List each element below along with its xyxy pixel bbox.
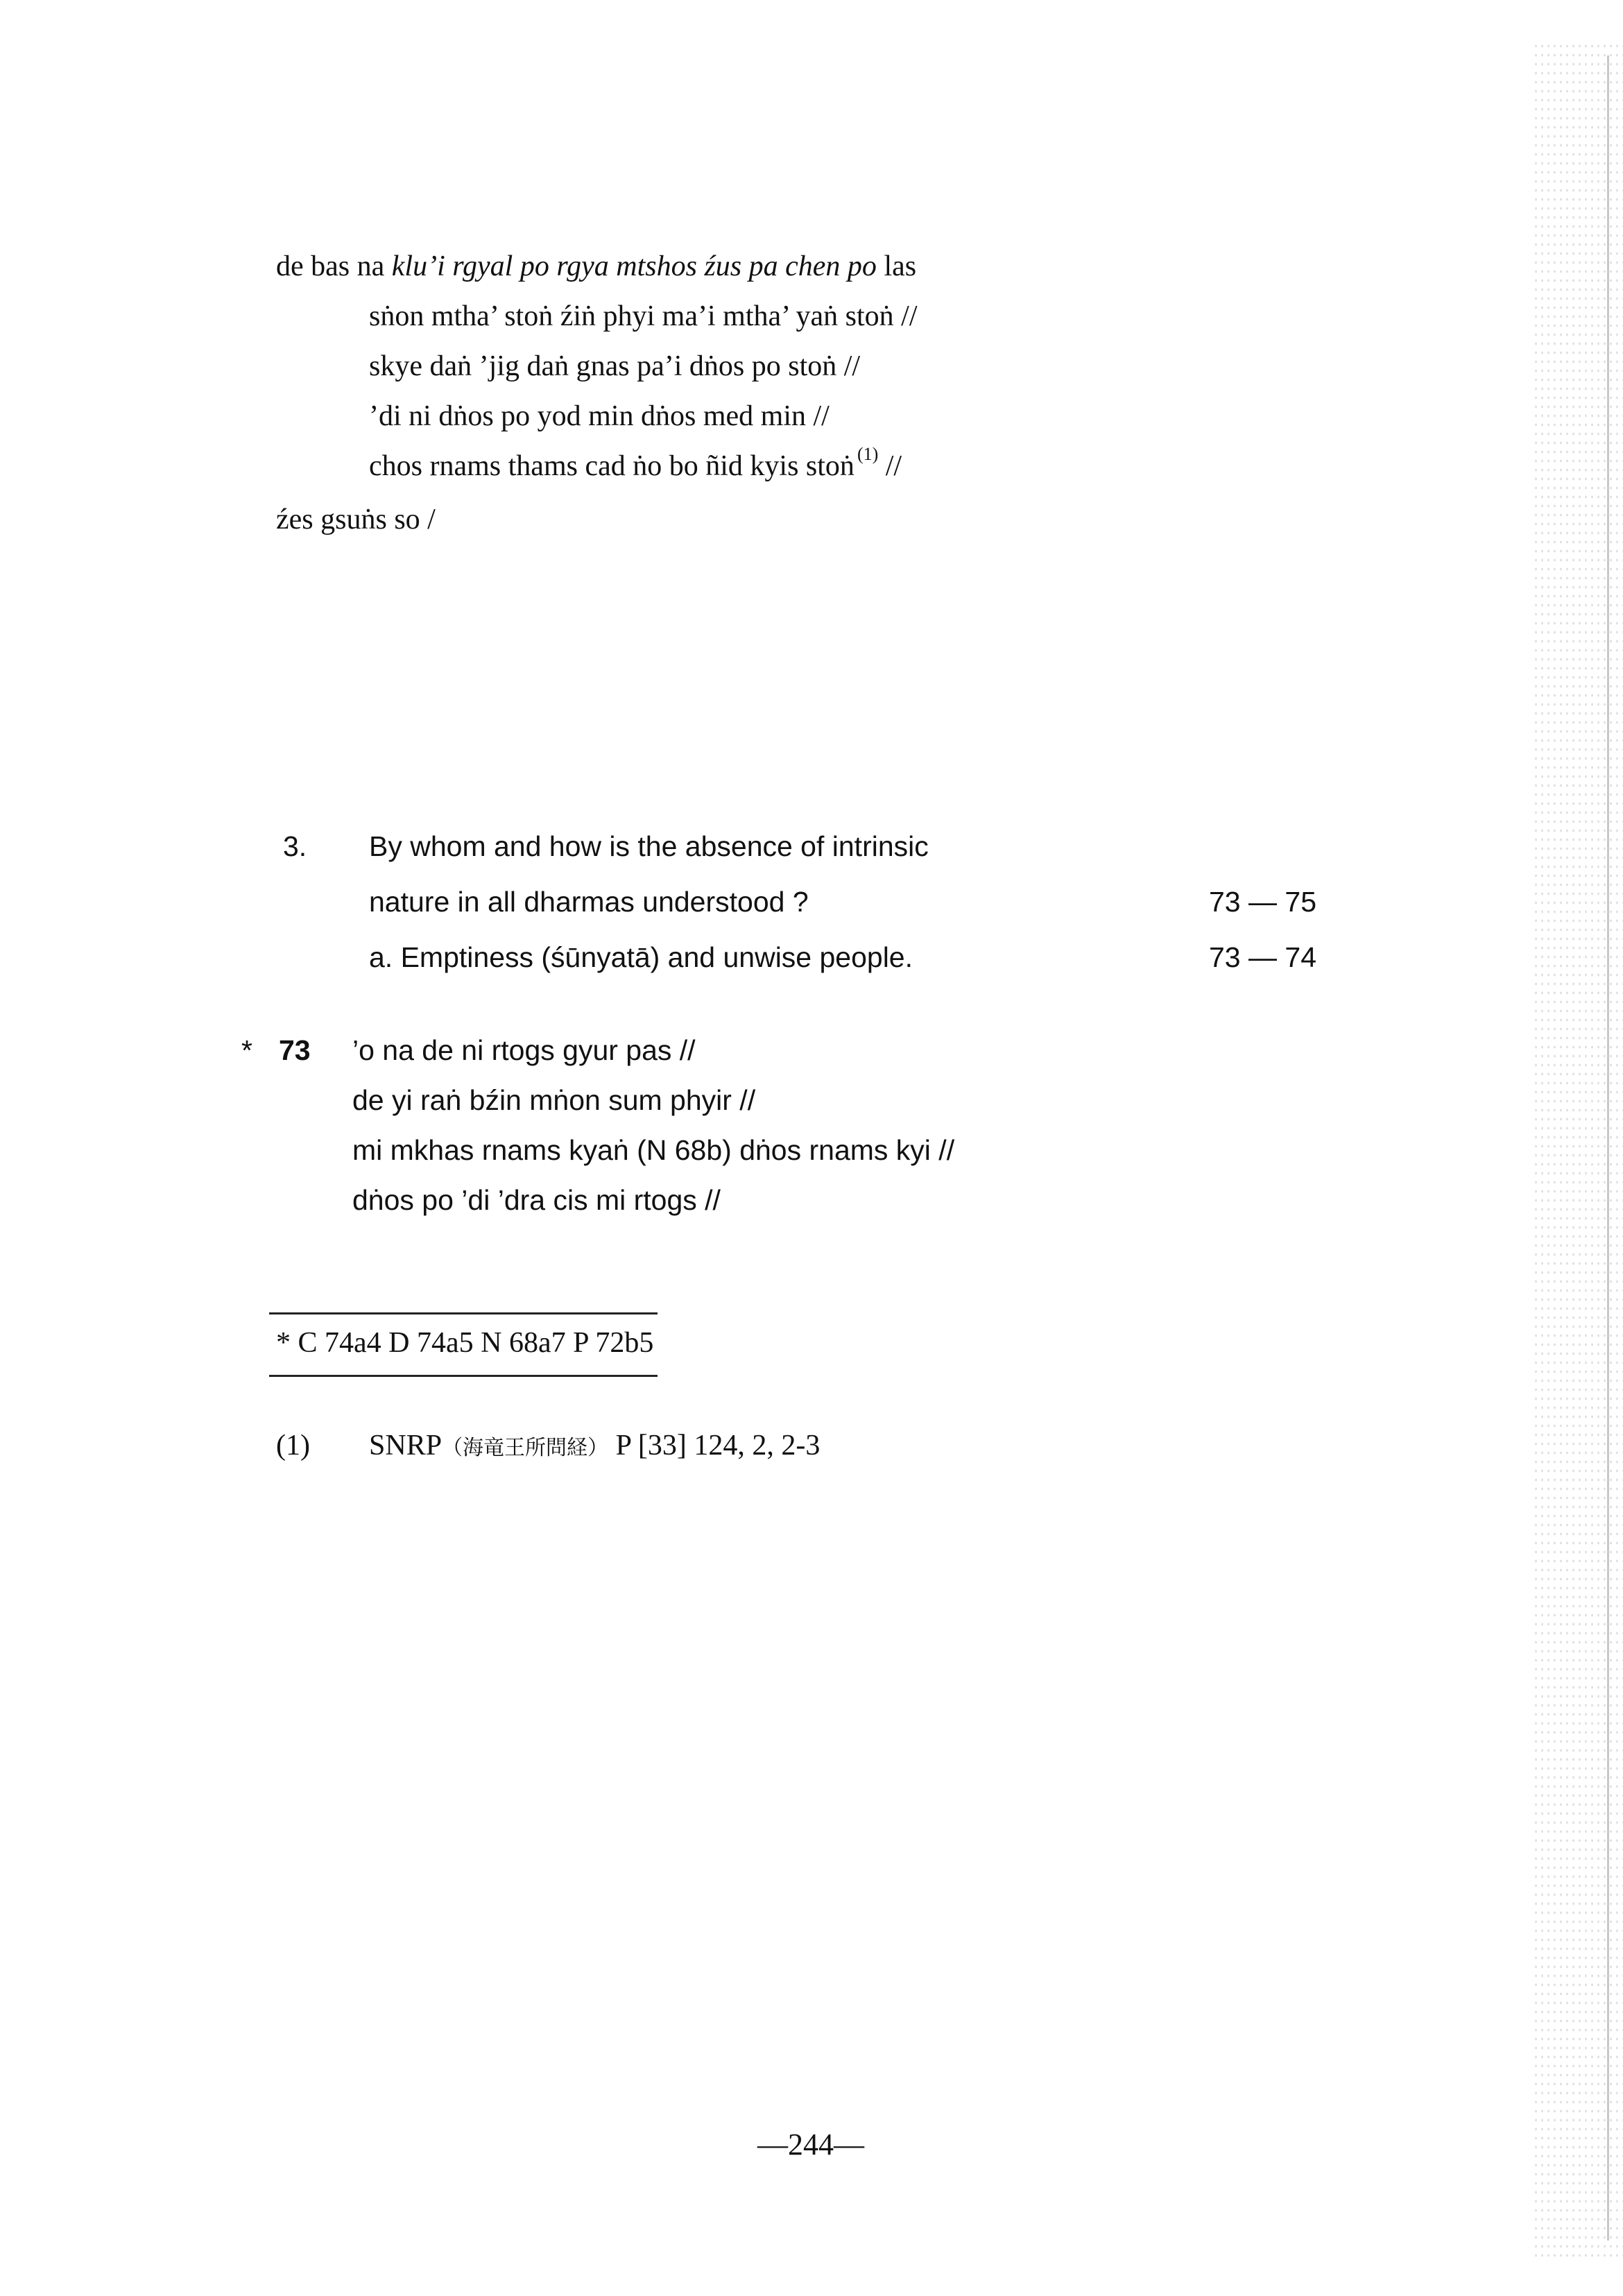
section-verse-range: 73 — 75 <box>1209 886 1316 918</box>
scan-edge-line <box>1607 55 1609 2241</box>
verse-number: 73 <box>279 1034 311 1066</box>
footnote-cjk-title: （海竜王所問経） <box>442 1436 609 1460</box>
footnote-citation: P [33] 124, 2, 2-3 <box>608 1430 821 1462</box>
reference-rule-bottom <box>269 1375 658 1377</box>
intro-line-5: chos rnams thams cad ṅo bo ñid kyis stoṅ $^{(1)}$ // <box>369 444 902 482</box>
footnote-reference: (1) <box>857 444 879 464</box>
verse-line: mi mkhas rnams kyaṅ (N 68b) dṅos rnams kyi // <box>352 1134 955 1166</box>
page-number: —244— <box>757 2127 864 2161</box>
footnote-mark: (1) <box>276 1430 310 1462</box>
intro-line-1: de bas na klu’i rgyal po rgya mtshos źus pa chen po las <box>276 250 917 282</box>
reference-rule-top <box>269 1312 658 1314</box>
intro-line-6: źes gsuṅs so / <box>276 504 436 536</box>
verse-asterisk: * <box>241 1034 252 1066</box>
section-3 <box>276 819 1358 985</box>
intro-line-2: sṅon mtha’ stoṅ źiṅ phyi ma’i mtha’ yaṅ stoṅ // <box>369 300 918 332</box>
footnote-1 <box>276 1429 820 1462</box>
footnote-abbrev: SNRP <box>369 1430 443 1462</box>
verse-line: ’o na de ni rtogs gyur pas // <box>352 1034 696 1066</box>
section-heading-line-2: nature in all dharmas understood ? <box>369 886 809 918</box>
subsection-verse-range: 73 — 74 <box>1209 941 1316 973</box>
subsection-heading: a. Emptiness (śūnyatā) and unwise people. <box>369 941 913 973</box>
edition-references: * C 74a4 D 74a5 N 68a7 P 72b5 <box>276 1327 654 1359</box>
section-heading-line-1: By whom and how is the absence of intrinsic <box>369 830 929 862</box>
section-heading-row-2 <box>276 874 1358 929</box>
subsection-row <box>276 929 1358 985</box>
verse-line: de yi raṅ bźin mṅon sum phyir // <box>352 1084 756 1116</box>
intro-line-3: skye daṅ ’jig daṅ gnas pa’i dṅos po stoṅ // <box>369 350 861 382</box>
intro-line-4: ’di ni dṅos po yod min dṅos med min // <box>369 400 830 432</box>
section-heading-row-1 <box>276 819 1358 874</box>
sutra-title: klu’i rgyal po rgya mtshos źus pa chen po <box>391 250 877 282</box>
scan-noise-edge <box>1533 42 1623 2261</box>
intro-passage <box>276 241 918 545</box>
verse-line: dṅos po ’di ’dra cis mi rtogs // <box>352 1184 721 1216</box>
section-number: 3. <box>283 830 307 862</box>
